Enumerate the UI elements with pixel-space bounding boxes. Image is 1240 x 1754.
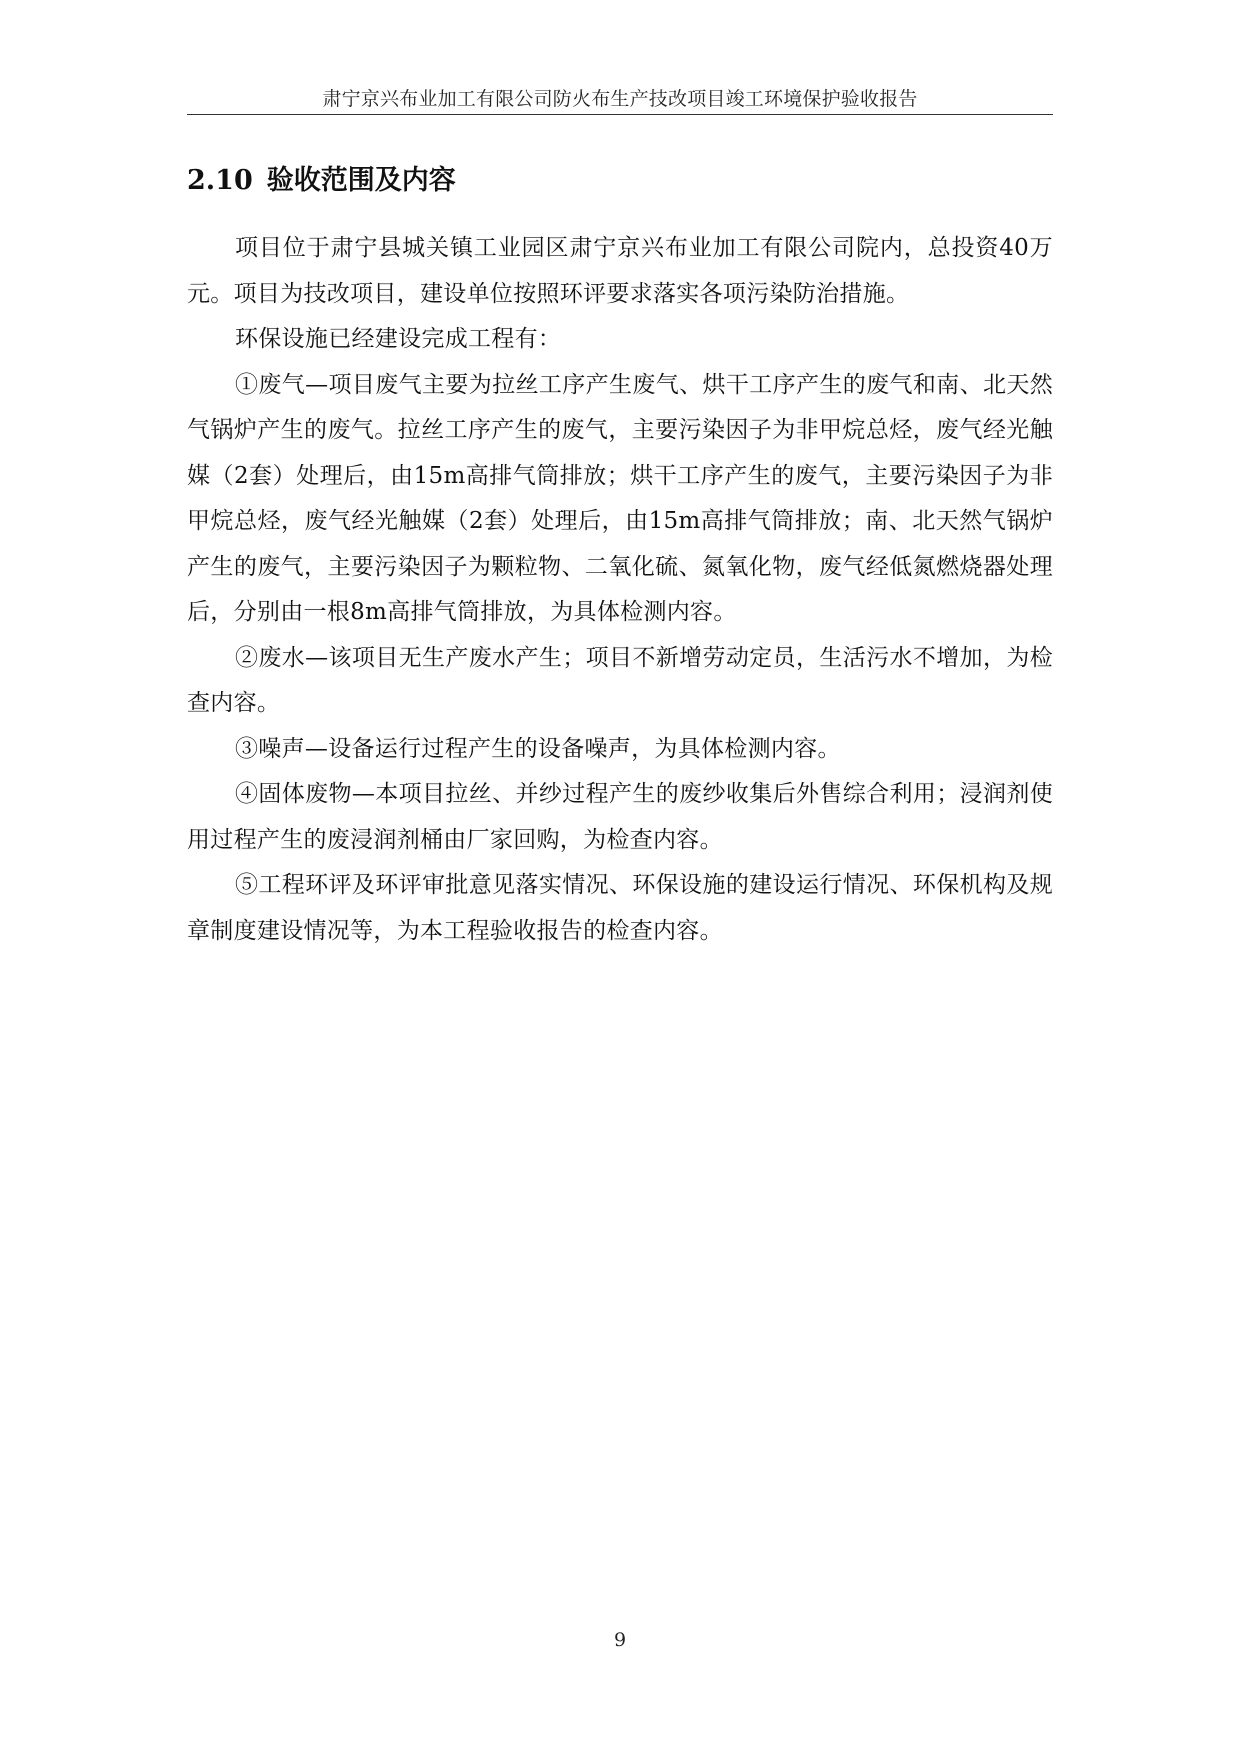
section-number: 2.10 [187,165,253,196]
section-title: 验收范围及内容 [266,165,456,196]
running-header: 肃宁京兴布业加工有限公司防火布生产技改项目竣工环境保护验收报告 [322,88,918,110]
paragraph-waste-gas: ①废气—项目废气主要为拉丝工序产生废气、烘干工序产生的废气和南、北天然气锅炉产生的废气。拉丝工序产生的废气，主要污染因子为非甲烷总烃，废气经光触媒（2套）处理后，由15m高排气筒排放；烘干工序产生的废气，主要污染因子为非甲烷总烃，废气经光触媒（2套）处理后，由15m高排气筒排放；南、北天然气锅炉产生的废气，主要污染因子为颗粒物、二氧化硫、氮氧化物，废气经低氮燃烧器处理后，分别由一根8m高排气筒排放，为具体检测内容。 [187,371,1053,625]
page-number: 9 [613,1629,627,1651]
paragraph-solid-waste: ④固体废物—本项目拉丝、并纱过程产生的废纱收集后外售综合利用；浸润剂使用过程产生的废浸润剂桶由厂家回购，为检查内容。 [187,781,1053,853]
paragraph-noise: ③噪声—设备运行过程产生的设备噪声，为具体检测内容。 [235,735,841,762]
paragraph-project-location: 项目位于肃宁县城关镇工业园区肃宁京兴布业加工有限公司院内，总投资40万元。项目为技改项目，建设单位按照环评要求落实各项污染防治措施。 [187,235,1053,307]
section-heading [187,162,456,200]
header-rule [187,114,1053,115]
paragraph-waste-water: ②废水—该项目无生产废水产生；项目不新增劳动定员，生活污水不增加，为检查内容。 [187,644,1053,716]
paragraph-management: ⑤工程环评及环评审批意见落实情况、环保设施的建设运行情况、环保机构及规章制度建设情况等，为本工程验收报告的检查内容。 [187,872,1053,944]
body-text [187,226,1053,954]
paragraph-facilities-intro: 环保设施已经建设完成工程有： [235,326,562,352]
